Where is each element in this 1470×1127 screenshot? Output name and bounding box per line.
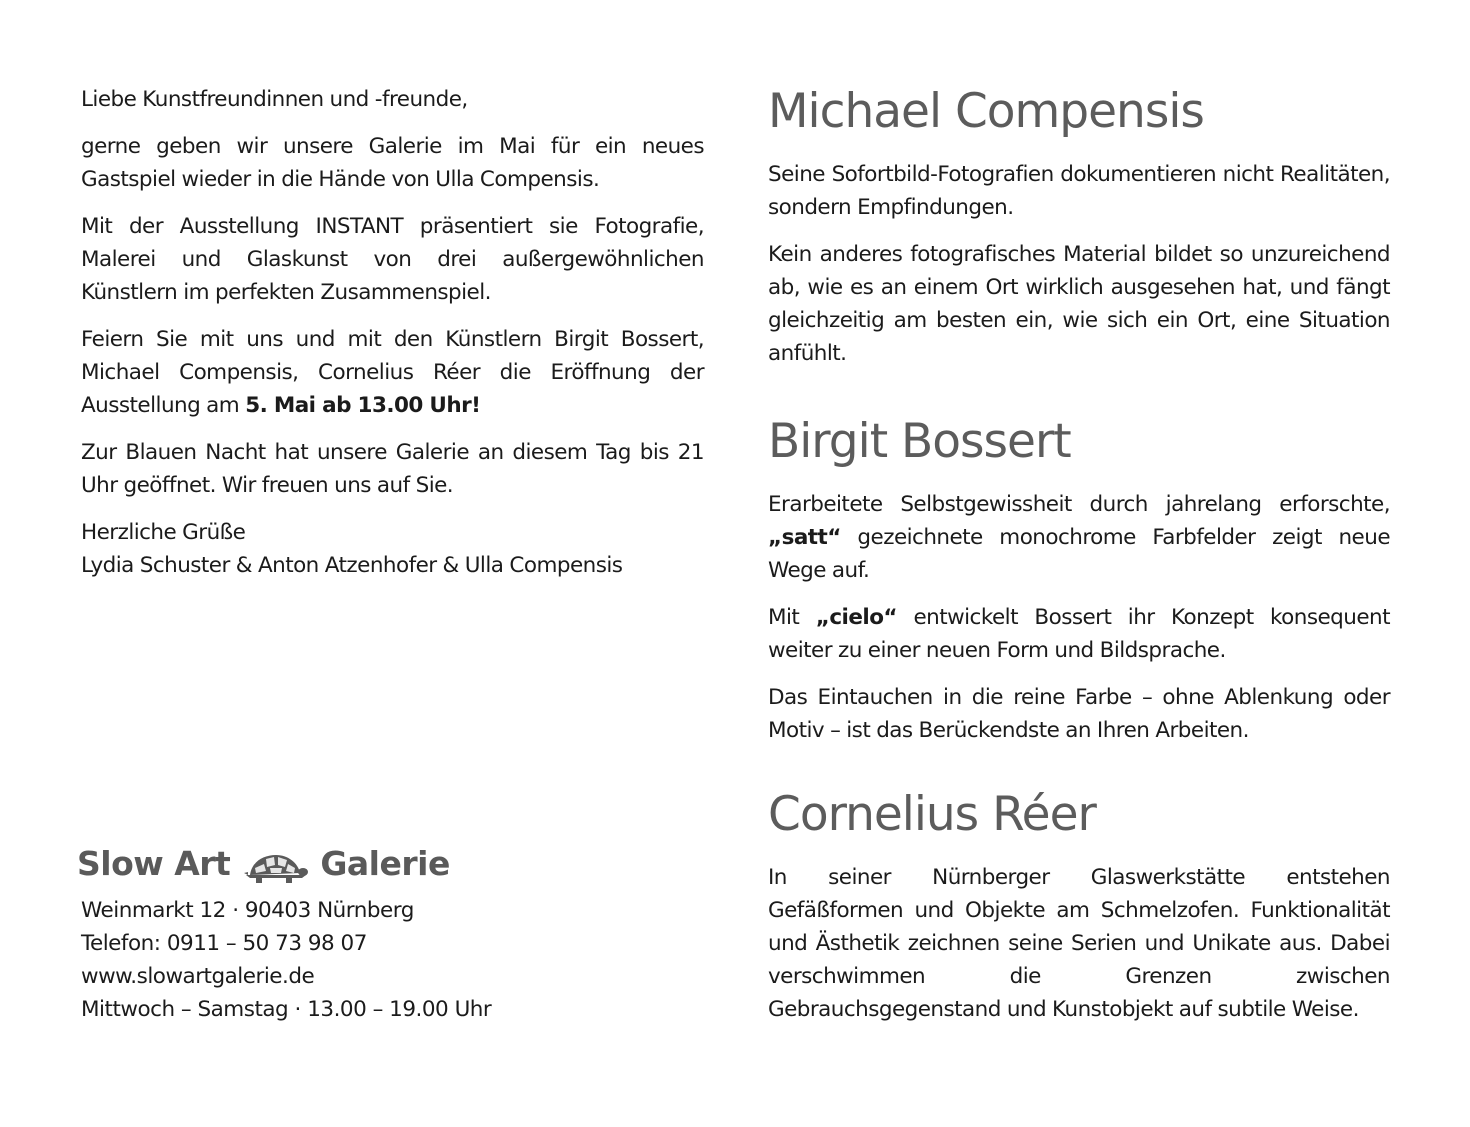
- gallery-address: Weinmarkt 12 · 90403 Nürnberg: [81, 898, 414, 923]
- artist-name-reer: Cornelius Réer: [768, 787, 1096, 842]
- opening-text: Feiern Sie mit uns und mit den Künstlern Birgit Bossert, Michael Compensis, Cornelius Réer die Eröffnung der Ausstellung am: [81, 327, 704, 418]
- artist-bossert: [768, 410, 1390, 747]
- greeting: Liebe Kunstfreundinnen und -freunde,: [81, 87, 468, 112]
- opening-date: 5. Mai ab 13.00 Uhr!: [245, 393, 481, 418]
- bossert-p1-start: Erarbeitete Selbstgewissheit durch jahrelang erforschte,: [768, 492, 1390, 517]
- artists-column: [768, 80, 1390, 1040]
- gallery-contact: [81, 894, 717, 1026]
- bossert-p1-end: gezeichnete monochrome Farbfelder zeigt neue Wege auf.: [768, 525, 1390, 583]
- turtle-icon: [244, 848, 308, 880]
- bossert-satt: „satt“: [768, 525, 841, 550]
- intro-paragraph-1: gerne geben wir unsere Galerie im Mai für ein neues Gastspiel wieder in die Hände von Ulla Compensis.: [81, 134, 704, 192]
- artist-name-bossert: Birgit Bossert: [768, 414, 1071, 469]
- gallery-logo: [77, 838, 717, 890]
- bossert-cielo: „cielo“: [815, 605, 898, 630]
- artist-compensis: [768, 80, 1390, 370]
- closing: [81, 516, 704, 582]
- artist-reer: [768, 783, 1390, 1026]
- intro-letter: [81, 83, 704, 596]
- compensis-paragraph-2: Kein anderes fotografisches Material bildet so unzureichend ab, wie es an einem Ort wirklich ausgesehen hat, und fängt gleichzeitig am besten ein, wie sich ein Ort, eine Situation anfühlt.: [768, 242, 1390, 366]
- bossert-p2-end: entwickelt Bossert ihr Konzept konsequent weiter zu einer neuen Form und Bildsprache.: [768, 605, 1390, 663]
- bossert-paragraph-2: [768, 601, 1390, 667]
- compensis-paragraph-1: Seine Sofortbild-Fotografien dokumentieren nicht Realitäten, sondern Empfindungen.: [768, 162, 1390, 220]
- gallery-footer: [77, 838, 717, 1026]
- logo-text-right: Galerie: [320, 844, 450, 883]
- gallery-phone: Telefon: 0911 – 50 73 98 07: [81, 931, 367, 956]
- gallery-website: www.slowartgalerie.de: [81, 964, 315, 989]
- bossert-p2-start: Mit: [768, 605, 816, 630]
- bossert-paragraph-3: Das Eintauchen in die reine Farbe – ohne Ablenkung oder Motiv – ist das Berückendste an Ihren Arbeiten.: [768, 685, 1390, 743]
- reer-paragraph-1: In seiner Nürnberger Glaswerkstätte entstehen Gefäßformen und Objekte am Schmelzofen. Funktionalität und Ästhetik zeichnen seine Serien und Unikate aus. Dabei verschwimmen die Grenzen zwischen Gebrauchsgegenstand und Kunstobjekt auf subtile Weise.: [768, 865, 1390, 1022]
- intro-paragraph-2: Mit der Ausstellung INSTANT präsentiert sie Fotografie, Malerei und Glaskunst von drei außergewöhnlichen Künstlern im perfekten Zusammenspiel.: [81, 214, 704, 305]
- intro-paragraph-4: Zur Blauen Nacht hat unsere Galerie an diesem Tag bis 21 Uhr geöffnet. Wir freuen uns auf Sie.: [81, 440, 704, 498]
- closing-line: Herzliche Grüße: [81, 520, 246, 545]
- logo-text-left: Slow Art: [77, 844, 231, 883]
- gallery-hours: Mittwoch – Samstag · 13.00 – 19.00 Uhr: [81, 997, 492, 1022]
- bossert-paragraph-1: [768, 488, 1390, 587]
- artist-name-compensis: Michael Compensis: [768, 84, 1204, 139]
- intro-paragraph-3: [81, 323, 704, 422]
- signatories: Lydia Schuster & Anton Atzenhofer & Ulla Compensis: [81, 553, 623, 578]
